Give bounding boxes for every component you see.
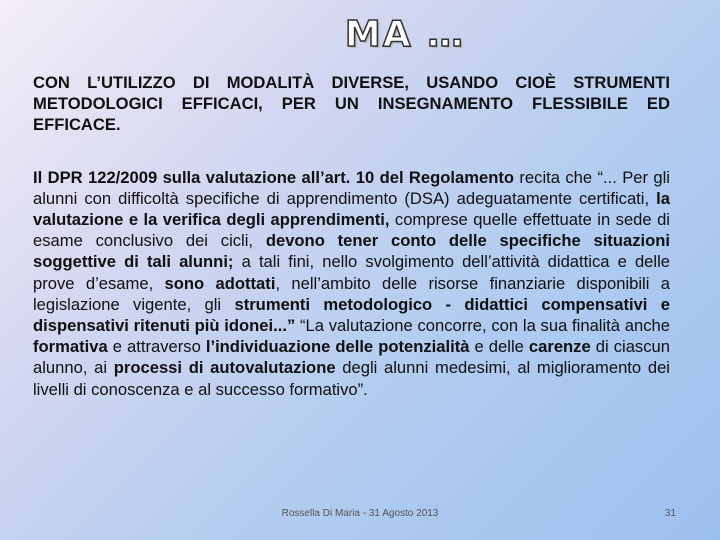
body-segment: a tali fini, nello svolgimento dell’attività didattica e delle prove d’esame,: [33, 252, 671, 293]
body-segment: , nell’ambito delle risorse finanziarie disponibili a legislazione vigente, gli: [33, 273, 671, 314]
body-segment: di ciascun alunno, ai: [33, 337, 670, 378]
body-segment: carenze: [528, 337, 591, 357]
body-segment: e attraverso: [107, 337, 206, 357]
slide-title: MA …: [344, 14, 466, 55]
body-segment: degli alunni medesimi, al miglioramento dei livelli di conoscenza e al successo formativo”.: [33, 358, 670, 399]
body-segment: la valutazione e la verifica degli apprendimenti,: [33, 188, 670, 230]
body-segment: formativa: [33, 337, 108, 357]
body-segment: sono adottati: [164, 273, 276, 293]
body-segment: strumenti metodologico - didattici compensativi e dispensativi ritenuti più idonei...”: [33, 294, 670, 336]
intro-paragraph: CON L’UTILIZZO DI MODALITÀ DIVERSE, USANDO CIOÈ STRUMENTI METODOLOGICI EFFICACI, PER UN INSEGNAMENTO FLESSIBILE ED EFFICACE.: [33, 73, 670, 135]
slide-content: [33, 72, 670, 400]
body-segment: recita che “... Per gli alunni con difficoltà specifiche di apprendimento (DSA) adeguatamente certificati,: [33, 167, 670, 208]
body-paragraph: [33, 167, 670, 400]
body-segment: Il DPR 122/2009 sulla valutazione all’art. 10 del Regolamento: [33, 167, 515, 187]
body-segment: “La valutazione concorre, con la sua finalità anche: [295, 316, 670, 336]
body-segment: comprese quelle effettuate in sede di esame conclusivo dei cicli,: [33, 210, 670, 251]
body-segment: processi di autovalutazione: [113, 358, 336, 378]
body-segment: l’individuazione delle potenzialità: [205, 337, 470, 357]
page-number: 31: [664, 508, 676, 519]
slide-footer: Rossella Di Maria - 31 Agosto 2013: [281, 508, 439, 519]
body-segment: e delle: [469, 337, 529, 357]
body-segment: devono tener conto delle specifiche situazioni soggettive di tali alunni;: [33, 231, 670, 272]
